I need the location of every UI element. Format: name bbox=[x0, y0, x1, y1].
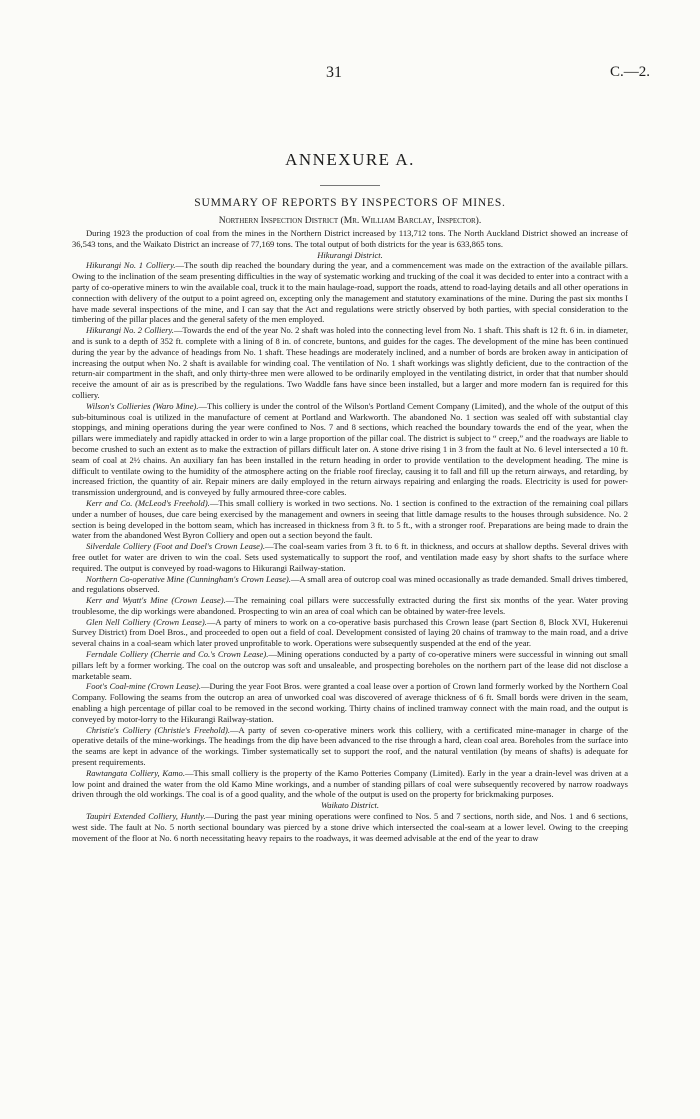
report-paragraph bbox=[72, 595, 628, 617]
document-reference: C.—2. bbox=[610, 64, 651, 80]
page-number: 31 bbox=[326, 64, 342, 81]
report-paragraph bbox=[72, 401, 628, 498]
paragraph-text: —The remaining coal pillars were successfully extracted during the first six months of the year. Water proving troublesome, the dip workings were abandoned. Prospecting to win an area of coal which can be obtained by water-free levels. bbox=[72, 595, 628, 616]
annexure-title: ANNEXURE A. bbox=[285, 150, 415, 169]
report-paragraph bbox=[72, 725, 628, 768]
intro-paragraph: During 1923 the production of coal from the mines in the Northern District increased by 113,712 tons. The North Auckland District showed an increase of 36,543 tons, and the Waikato District an increase of 77,169 tons. The total output of both districts for the year is 633,865 tons. bbox=[72, 228, 628, 249]
paragraph-text: —Mining operations conducted by a party of co-operative miners were successful in winning out small pillars left by a former working. The coal on the outcrop was soft and unsaleable, and prospecting boreholes on the northern part of the lease did not disclose a marketable seam. bbox=[72, 649, 628, 681]
section-heading: Waikato District. bbox=[320, 800, 380, 811]
colliery-name: Silverdale Colliery (Foot and Doel's Crown Lease). bbox=[86, 541, 265, 552]
report-paragraph bbox=[72, 325, 628, 401]
paragraph-text: —A party of seven co-operative miners work this colliery, with a certificated mine-manager in charge of the operative details of the mine-workings. The headings from the dip have been advanced to the rise through a hard, clean coal area. Boreholes from the surface into the seams are kept in advance of the workings. Timber systematically set to support the roof, and the natural ventilation (by means of shafts) is adequate for present requirements. bbox=[72, 724, 628, 768]
paragraph-text: —Towards the end of the year No. 2 shaft was holed into the connecting level from No. 1 shaft. This shaft is 12 ft. 6 in. in diameter, and is sunk to a depth of 352 ft. complete with a lining of 8 in. of concrete, buntons, and guides for the cages. The development of the mine has been continued during the year by the advance of headings from No. 1 shaft. These headings are moderately inclined, and a number of bords are broken away in anticipation of increasing the output when No. 2 shaft is available for winding coal. The ventilation of No. 1 shaft workings was slightly deficient, due to the contraction of the return-air compartment in the shaft, and only thirty-three men were allowed to be ordinarily employed in the ventilating district, in order that that number should receive the amount of air as is prescribed by the regulations. Two Waddle fans have since been installed, but a larger and more modern fan is required for this colliery. bbox=[72, 325, 628, 400]
report-body bbox=[72, 228, 628, 843]
report-paragraph bbox=[72, 574, 628, 596]
report-paragraph bbox=[72, 811, 628, 843]
colliery-name: Hikurangi No. 1 Colliery. bbox=[86, 260, 176, 271]
paragraph-text: —During the year Foot Bros. were granted a coal lease over a portion of Crown land formerly worked by the Northern Coal Company. Following the seams from the outcrop an area of unworked coal was discovered of average thickness of 6 ft. Small bords were driven in the seam, enabling a high percentage of pillar coal to be removed in the second working. Thirty chains of inclined tramway connect with the main road, and the output is conveyed by motor-lorry to the Hikurangi Railway-station. bbox=[72, 681, 628, 724]
paragraph-text: —A party of miners to work on a co-operative basis purchased this Crown lease (part Section 8, Block XVI, Hukerenui Survey District) from Doel Bros., and proceeded to open out a field of coal. Development consisted of laying 20 chains of tramway to the main road, and a drive several chains in a coal-seam which later proved unprofitable to work. Operations were subsequently suspended at the end of the year. bbox=[72, 616, 628, 649]
colliery-name: Wilson's Collieries (Waro Mine). bbox=[86, 400, 199, 411]
report-paragraph bbox=[72, 649, 628, 681]
paragraph-text: —During the past year mining operations were confined to Nos. 5 and 7 sections, north side, and Nos. 1 and 6 sections, west side. The fault at No. 5 north sectional boundary was pierced by a stone drive which intersected the coal-seam at a lower level. Owing to the creeping movement of the floor at No. 6 north necessitating heavy repairs to the roadways, it was deemed advisable at the end of the year to draw bbox=[72, 811, 628, 843]
colliery-name: Christie's Colliery (Christie's Freehold). bbox=[86, 724, 230, 735]
colliery-name: Hikurangi No. 2 Colliery. bbox=[86, 325, 174, 336]
paragraph-text: —This colliery is under the control of the Wilson's Portland Cement Company (Limited), and the whole of the output of this sub-bituminous coal is utilized in the manufacture of cement at Portland and Warkworth. The abandoned No. 1 section was sealed off with substantial clay stoppings, and mining operations during the year were confined to Nos. 7 and 8 sections, which reached the boundary towards the end of the year, when the pillars were immediately and rapidly attacked in order to win a large proportion of the pillar coal. The district is subject to “ creep,” and the roadways are liable to become crushed to such an extent as to make the extraction of pillars difficult later on. A stone drive rising 1 in 3 from the fault at No. 6 level intersected a 10 ft. seam of coal at 2½ chains. An auxiliary fan has been installed in the return heading in order to provide ventilation to the development heading. The mine is difficult to ventilate owing to the humidity of the atmosphere acting on the friable roof fireclay, causing it to fall and fill up the return airways, and retarding, by increased friction, the quantity of air. Repair miners are daily employed in the return airways repairing and enlarging the roads. Electricity is used for power-transmission underground, and is conveyed by fully armoured three-core cables. bbox=[72, 400, 629, 498]
report-paragraph bbox=[72, 768, 628, 800]
paragraph-text: —A small area of outcrop coal was mined occasionally as trade demanded. Small drives timbered, and regulations observed. bbox=[72, 573, 628, 595]
colliery-name: Ferndale Colliery (Cherrie and Co.'s Crown Lease). bbox=[86, 649, 269, 660]
district-heading: Northern Inspection District (Mr. William Barclay, Inspector). bbox=[218, 215, 482, 226]
colliery-name: Rawtangata Colliery, Kamo. bbox=[86, 767, 185, 778]
report-paragraph bbox=[72, 498, 628, 541]
page-header bbox=[0, 64, 700, 84]
colliery-name: Taupiri Extended Colliery, Huntly. bbox=[86, 811, 206, 822]
paragraph-text: —The coal-seam varies from 3 ft. to 6 ft. in thickness, and occurs at shallow depths. Several drives with free outlet for water are driven to win the coal. Sets used systematically to support the roof, and ventilation made easy by short shafts to the surface where required. The output is conveyed by road-wagons to Hikurangi Railway-station. bbox=[72, 541, 629, 573]
report-paragraph bbox=[72, 617, 628, 649]
colliery-name: Kerr and Co. (McLeod's Freehold). bbox=[86, 497, 210, 508]
paragraph-text: —This small colliery is worked in two sections. No. 1 section is confined to the extraction of the remaining coal pillars under a number of houses, due care being exercised by the management and owners in seeing that little damage results to the houses through subsidence. No. 2 section is being developed in the bottom seam, which has increased in thickness from 3 ft. to 5 ft., with a stronger roof. Preparations are being made to drain the water from the abandoned West Byron Colliery and open out a section beyond the fault. bbox=[72, 497, 628, 541]
colliery-name: Glen Nell Colliery (Crown Lease). bbox=[86, 616, 207, 627]
colliery-name: Kerr and Wyatt's Mine (Crown Lease). bbox=[86, 595, 226, 606]
paragraph-text: —The south dip reached the boundary during the year, and a commencement was made on the extraction of the available pillars. Owing to the inclination of the seam presenting difficulties in the way of systematic working and trucking of the coal it was decided to enter into a contract with a party of co-operative miners to win the available coal, truck it to the main haulage-road, support the roads, attend to road-laying details and all other operations in connection with delivery of the output to a point agreed on, excepting only the management and statutory examinations of the mine. During the past six months I have made several inspections of the mine, and I can say that the Act and regulations were strictly observed by both parties, with special consideration to the timbering of the pillar places and the general safety of the men employed. bbox=[72, 260, 628, 325]
section-heading: Hikurangi District. bbox=[317, 249, 383, 260]
paragraph-text: —This small colliery is the property of the Kamo Potteries Company (Limited). Early in the year a drain-level was driven at a low point and drained the water from the old Kamo Mine workings, and a number of standing pillars of coal were subsequently recovered by narrow roadways driven through the old workings. The coal is of a good quality, and the whole of the output is used on the property for brickmaking purposes. bbox=[72, 767, 628, 800]
title-divider bbox=[320, 185, 380, 186]
colliery-name: Northern Co-operative Mine (Cunningham's Crown Lease). bbox=[86, 573, 291, 584]
report-paragraph bbox=[72, 541, 628, 573]
report-subtitle: SUMMARY OF REPORTS BY INSPECTORS OF MINES. bbox=[194, 197, 506, 209]
report-paragraph bbox=[72, 260, 628, 325]
report-paragraph bbox=[72, 681, 628, 724]
colliery-name: Foot's Coal-mine (Crown Lease). bbox=[86, 681, 201, 692]
